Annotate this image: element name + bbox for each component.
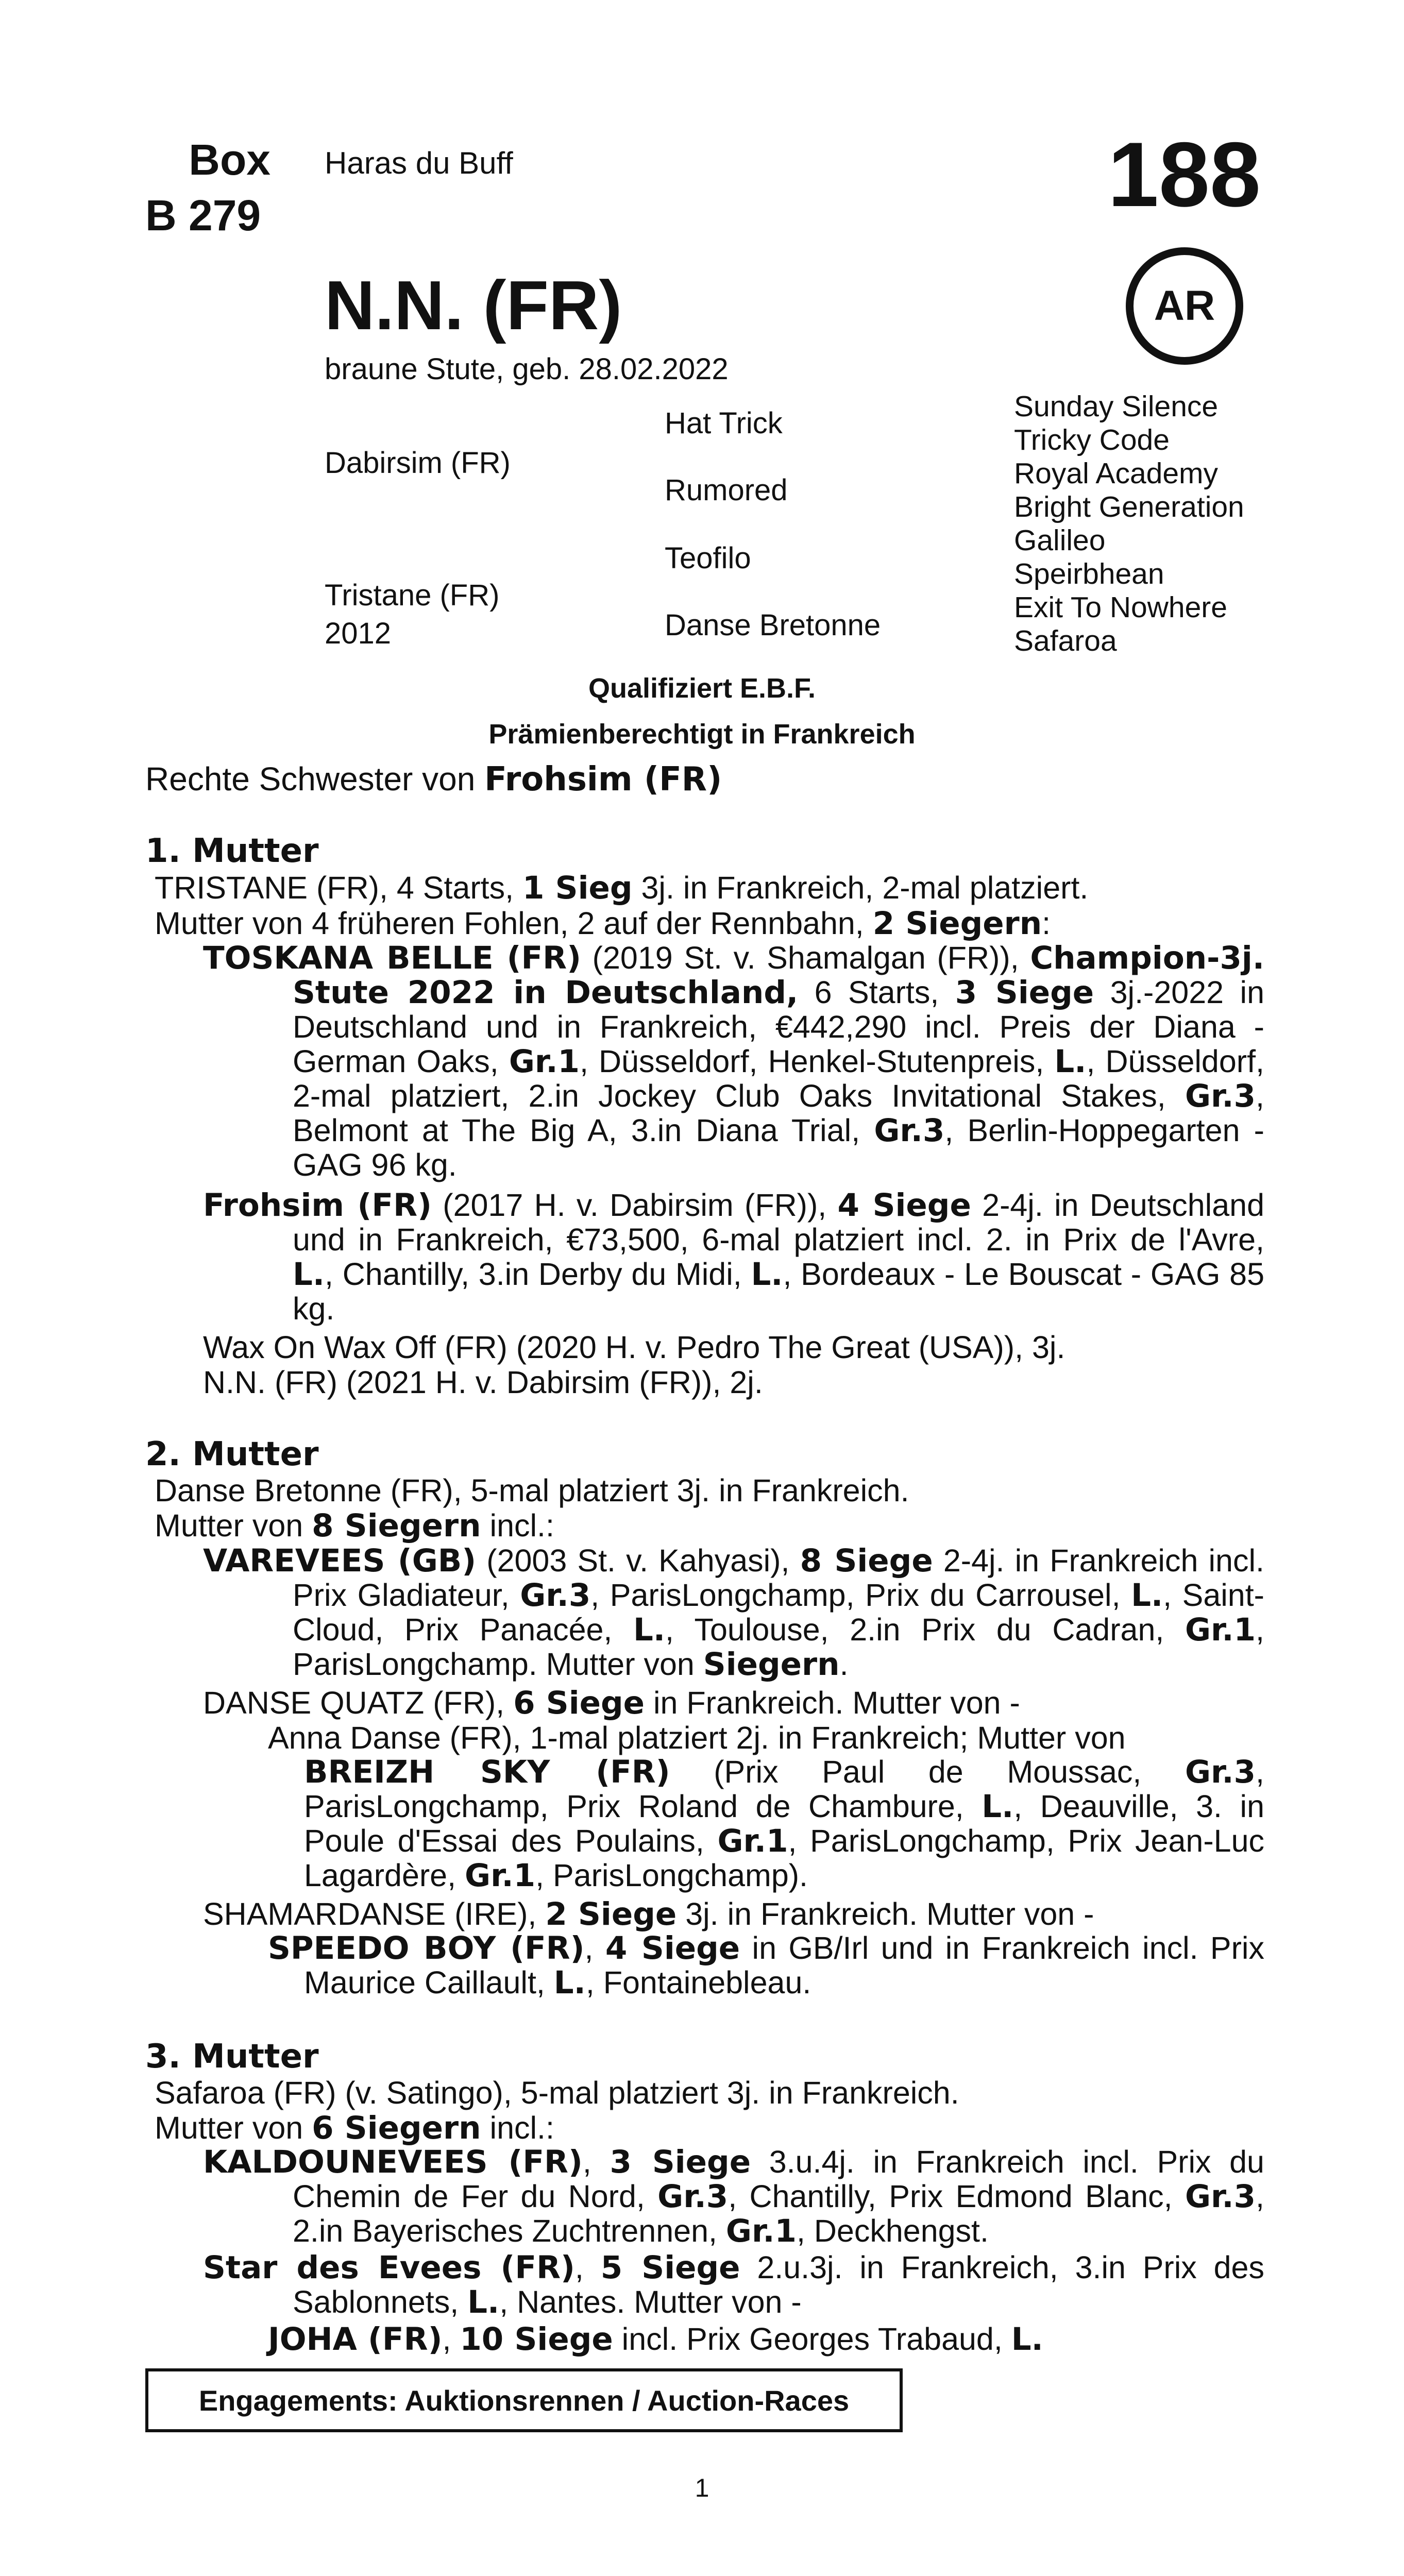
mutter3-line: Mutter von 6 Siegern incl.: — [155, 2110, 554, 2146]
pedigree-great-grandparents — [1014, 390, 1244, 658]
section-heading-mutter-3: 3. Mutter — [145, 2038, 319, 2076]
mutter1-line: TRISTANE (FR), 4 Starts, 1 Sieg 3j. in Frankreich, 2-mal platziert. — [155, 870, 1089, 906]
page-number: 1 — [695, 2473, 709, 2502]
pedigree-grandparent: Danse Bretonne — [665, 608, 881, 642]
produce-entry-danse-quatz: DANSE QUATZ (FR), 6 Siege in Frankreich. Mutter von - — [203, 1685, 1020, 1721]
section-heading-mutter-2: 2. Mutter — [145, 1435, 319, 1473]
produce-entry-joha: JOHA (FR), 10 Siege incl. Prix Georges Trabaud, L. — [268, 2321, 1043, 2358]
produce-entry-nn-2021: N.N. (FR) (2021 H. v. Dabirsim (FR)), 2j. — [203, 1365, 763, 1400]
pedigree-great-grandparent: Speirbhean — [1014, 557, 1164, 590]
box-number: B 279 — [145, 191, 261, 240]
mutter3-line: Safaroa (FR) (v. Satingo), 5-mal platziert 3j. in Frankreich. — [155, 2075, 959, 2110]
produce-entry-star-des-evees: Star des Evees (FR), 5 Siege 2.u.3j. in Frankreich, 3.in Prix des Sablonnets, L., Nantes. Mutter von - — [203, 2249, 1264, 2320]
mutter1-line: Mutter von 4 früheren Fohlen, 2 auf der Rennbahn, 2 Siegern: — [155, 905, 1051, 942]
pedigree-great-grandparent: Safaroa — [1014, 624, 1117, 657]
pedigree-dam-year: 2012 — [325, 617, 392, 650]
pedigree-grandparent: Rumored — [665, 473, 788, 507]
pedigree-dam: Tristane (FR) — [325, 579, 500, 612]
produce-entry-breizh-sky: BREIZH SKY (FR) (Prix Paul de Moussac, Gr.3, ParisLongchamp, Prix Roland de Chambure, L., Deauville, 3. in Poule d'Essai des Poulains, Gr.1, ParisLongchamp, Prix Jean-Luc Lagardère, Gr.1, ParisLongchamp). — [304, 1754, 1264, 1894]
engagements-box: Engagements: Auktionsrennen / Auction-Races — [145, 2368, 903, 2432]
pedigree-grandparent: Hat Trick — [665, 406, 783, 440]
pedigree-grandparent: Teofilo — [665, 541, 751, 575]
produce-entry-frohsim: Frohsim (FR) (2017 H. v. Dabirsim (FR)), 4 Siege 2-4j. in Deutschland und in Frankreich, €73,500, 6-mal platziert incl. 2. in Prix de l'Avre, L., Chantilly, 3.in Derby du Midi, L., Bordeaux - Le Bouscat - GAG 85 kg. — [203, 1187, 1264, 1326]
pedigree-sire: Dabirsim (FR) — [325, 446, 511, 480]
produce-entry-kaldounevees: KALDOUNEVEES (FR), 3 Siege 3.u.4j. in Frankreich incl. Prix du Chemin de Fer du Nord, Gr.3, Chantilly, Prix Edmond Blanc, Gr.3, 2.in Bayerisches Zuchtrennen, Gr.1, Deckhengst. — [203, 2144, 1264, 2249]
lot-number: 188 — [1108, 123, 1261, 226]
ar-badge: AR — [1126, 247, 1243, 365]
produce-entry-varevees: VAREVEES (GB) (2003 St. v. Kahyasi), 8 Siege 2-4j. in Frankreich incl. Prix Gladiateur, Gr.3, ParisLongchamp, Prix du Carrousel, L., Saint-Cloud, Prix Panacée, L., Toulouse, 2.in Prix du Cadran, Gr.1, ParisLongchamp. Mutter von Siegern. — [203, 1543, 1264, 1683]
pedigree-great-grandparent: Sunday Silence — [1014, 390, 1219, 423]
pedigree-great-grandparent: Tricky Code — [1014, 423, 1170, 456]
qualification-premium: Prämienberechtigt in Frankreich — [488, 719, 916, 750]
mutter2-line: Mutter von 8 Siegern incl.: — [155, 1507, 554, 1544]
pedigree-great-grandparent: Bright Generation — [1014, 490, 1244, 523]
produce-entry-speedo-boy: SPEEDO BOY (FR), 4 Siege in GB/Irl und in Frankreich incl. Prix Maurice Caillault, L., Fontainebleau. — [268, 1930, 1264, 2001]
produce-entry-wax-on-wax-off: Wax On Wax Off (FR) (2020 H. v. Pedro The Great (USA)), 3j. — [203, 1330, 1065, 1365]
produce-entry-anna-danse: Anna Danse (FR), 1-mal platziert 2j. in Frankreich; Mutter von — [268, 1720, 1126, 1755]
mutter2-line: Danse Bretonne (FR), 5-mal platziert 3j. in Frankreich. — [155, 1473, 909, 1508]
horse-name: N.N. (FR) — [325, 266, 622, 344]
consignor: Haras du Buff — [325, 146, 513, 180]
horse-description: braune Stute, geb. 28.02.2022 — [325, 352, 729, 386]
qualification-ebf: Qualifiziert E.B.F. — [588, 673, 816, 704]
section-heading-mutter-1: 1. Mutter — [145, 832, 319, 870]
produce-entry-shamardanse: SHAMARDANSE (IRE), 2 Siege 3j. in Frankreich. Mutter von - — [203, 1896, 1094, 1933]
produce-entry-toskana-belle: TOSKANA BELLE (FR) (2019 St. v. Shamalgan (FR)), Champion-3j. Stute 2022 in Deutschland, 6 Starts, 3 Siege 3j.-2022 in Deutschland und in Frankreich, €442,290 incl. Preis der Diana - German Oaks, Gr.1, Düsseldorf, Henkel-Stutenpreis, L., Düsseldorf, 2-mal platziert, 2.in Jockey Club Oaks Invitational Stakes, Gr.3, Belmont at The Big A, 3.in Diana Trial, Gr.3, Berlin-Hoppegarten - GAG 96 kg. — [203, 940, 1264, 1182]
sister-name: Frohsim (FR) — [484, 760, 722, 799]
pedigree-great-grandparent: Galileo — [1014, 524, 1106, 557]
pedigree-great-grandparent: Royal Academy — [1014, 457, 1219, 490]
sister-line: Rechte Schwester von Frohsim (FR) — [145, 760, 722, 799]
box-label: Box — [189, 135, 270, 184]
pedigree-great-grandparent: Exit To Nowhere — [1014, 591, 1227, 624]
